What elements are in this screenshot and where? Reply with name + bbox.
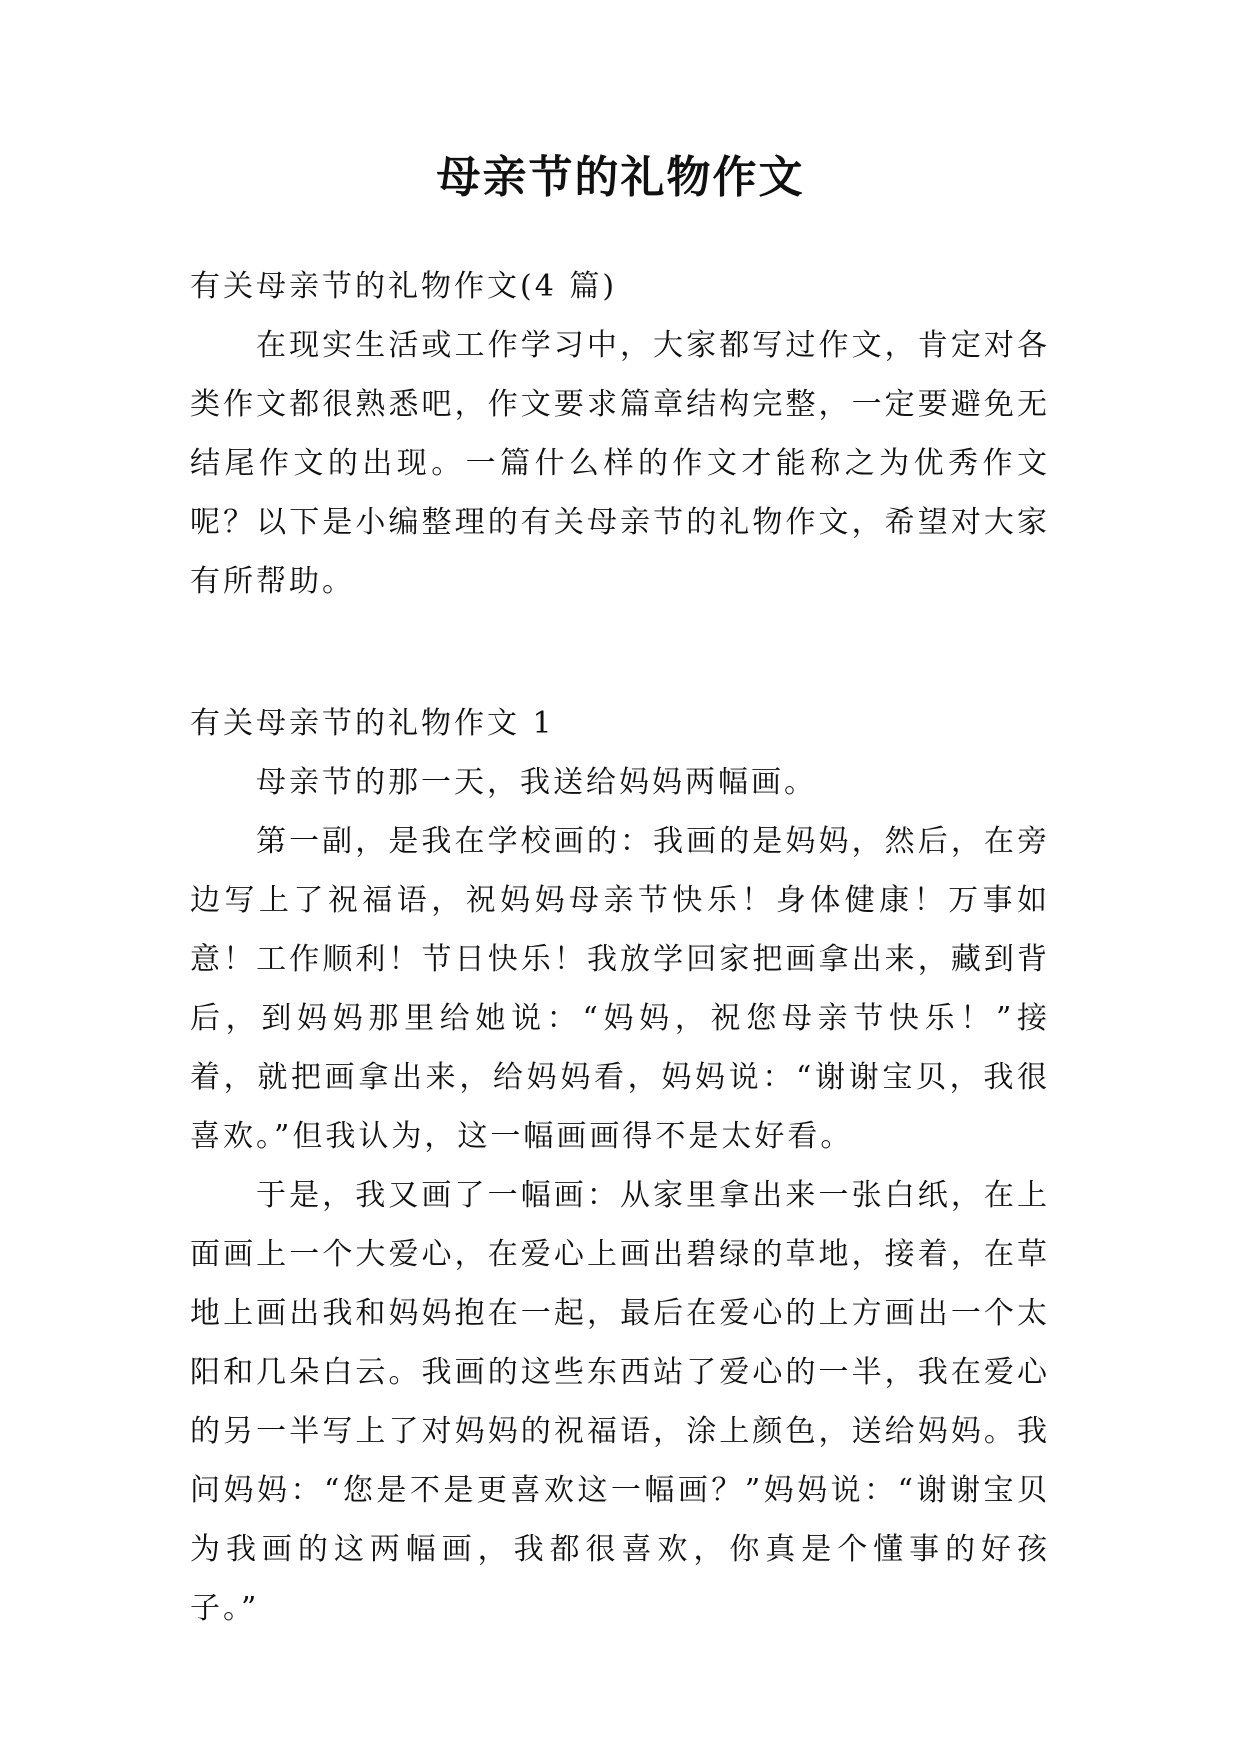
document-subtitle: 有关母亲节的礼物作文(4 篇) bbox=[190, 269, 618, 304]
essay-1-paragraph-2: 第一副，是我在学校画的：我画的是妈妈，然后，在旁边写上了祝福语，祝妈妈母亲节快乐！身体健康！万事如意！工作顺利！节日快乐！我放学回家把画拿出来，藏到背后，到妈妈那里给她说：“妈妈，祝您母亲节快乐！”接着，就把画拿出来，给妈妈看，妈妈说：“谢谢宝贝，我很喜欢。”但我认为，这一幅画画得不是太好看。 bbox=[190, 824, 1050, 1154]
essay-1-paragraph-1: 母亲节的那一天，我送给妈妈两幅画。 bbox=[256, 765, 817, 800]
essay-1-heading: 有关母亲节的礼物作文 1 bbox=[190, 706, 555, 741]
document-title: 母亲节的礼物作文 bbox=[436, 152, 805, 203]
essay-1-paragraph-3: 于是，我又画了一幅画：从家里拿出来一张白纸，在上面画上一个大爱心，在爱心上画出碧绿的草地，接着，在草地上画出我和妈妈抱在一起，最后在爱心的上方画出一个太阳和几朵白云。我画的这些东西站了爱心的一半，我在爱心的另一半写上了对妈妈的祝福语，涂上颜色，送给妈妈。我问妈妈：“您是不是更喜欢这一幅画？”妈妈说：“谢谢宝贝为我画的这两幅画，我都很喜欢，你真是个懂事的好孩子。” bbox=[190, 1178, 1050, 1626]
intro-paragraph: 在现实生活或工作学习中，大家都写过作文，肯定对各类作文都很熟悉吧，作文要求篇章结构完整，一定要避免无结尾作文的出现。一篇什么样的作文才能称之为优秀作文呢？以下是小编整理的有关母亲节的礼物作文，希望对大家有所帮助。 bbox=[190, 328, 1050, 599]
intro-section bbox=[190, 257, 1050, 611]
essay-1-section bbox=[190, 694, 1050, 1638]
